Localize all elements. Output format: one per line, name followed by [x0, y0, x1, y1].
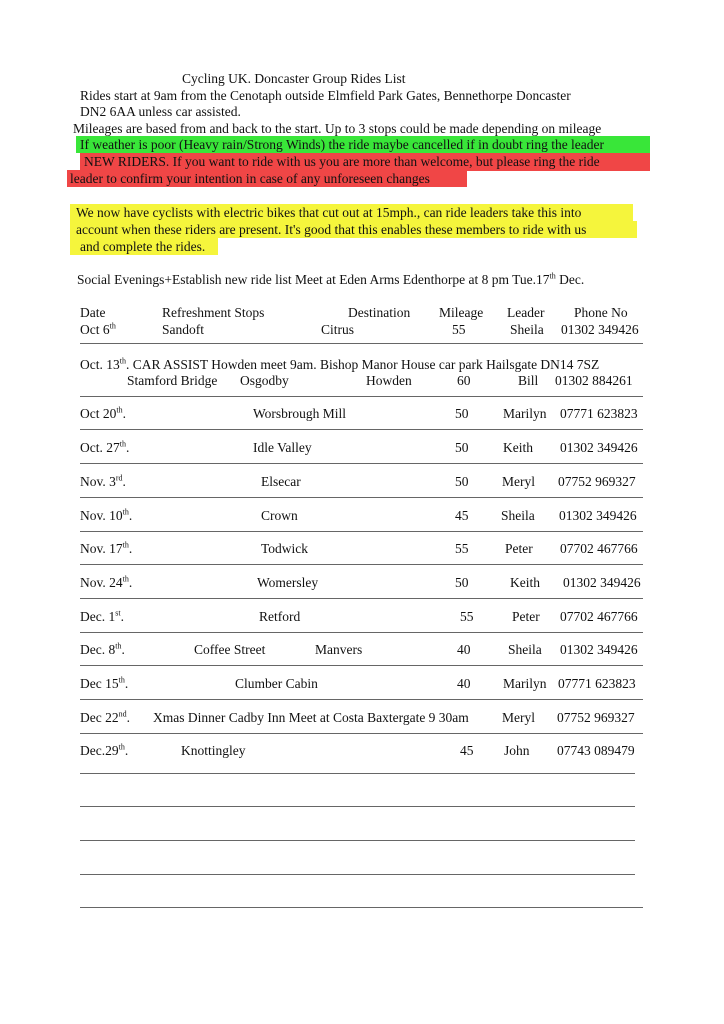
row-phone: 07752 969327: [558, 474, 636, 489]
row-phone: 01302 349426: [560, 642, 638, 657]
blank-line: [80, 773, 635, 774]
row-refreshment-stop: Sandoft: [162, 322, 204, 337]
row-mileage: 40: [457, 676, 471, 691]
document-title: Cycling UK. Doncaster Group Rides List: [182, 71, 406, 86]
row-leader: Sheila: [510, 322, 544, 337]
row-divider: [80, 429, 643, 430]
row-mileage: 50: [455, 474, 469, 489]
row-destination: Xmas Dinner Cadby Inn Meet at Costa Baxtergate 9 30am: [153, 710, 469, 725]
row-divider: [80, 343, 643, 344]
car-assist-note: Oct. 13th. CAR ASSIST Howden meet 9am. Bishop Manor House car park Hailsgate DN14 7SZ: [80, 356, 600, 372]
row-divider: [80, 598, 643, 599]
row-destination: Womersley: [257, 575, 319, 590]
row-mileage: 40: [457, 642, 471, 657]
row-divider: [80, 396, 643, 397]
mileage-note: Mileages are based from and back to the start. Up to 3 stops could be made depending on mileage: [73, 121, 602, 136]
row-leader: Marilyn: [503, 676, 547, 691]
row-divider: [80, 699, 643, 700]
blank-line: [80, 874, 635, 875]
row-destination: Elsecar: [261, 474, 301, 489]
row-divider: [80, 531, 643, 532]
row-destination: Todwick: [261, 541, 309, 556]
row-date: Oct. 27th.: [80, 439, 130, 455]
row-mileage: 50: [455, 406, 469, 421]
row-phone: 07702 467766: [560, 609, 638, 624]
row-destination: Retford: [259, 609, 301, 624]
row-leader: John: [504, 743, 530, 758]
row-date: Nov. 17th.: [80, 540, 133, 556]
row-divider: [80, 497, 643, 498]
ebike-line-3: and complete the rides.: [80, 239, 206, 254]
row-leader: Bill: [518, 373, 539, 388]
row-phone: 07771 623823: [560, 406, 638, 421]
row-mileage: 50: [455, 575, 469, 590]
row-destination: Worsbrough Mill: [253, 406, 347, 421]
row-refreshment-stop: Knottingley: [181, 743, 246, 758]
row-refreshment-stop: Coffee Street: [194, 642, 266, 657]
new-riders-line-1: NEW RIDERS. If you want to ride with us you are more than welcome, but please ring the ride: [84, 154, 600, 169]
header-refreshment-stops: Refreshment Stops: [162, 305, 265, 320]
row-phone: 07743 089479: [557, 743, 635, 758]
new-riders-line-2: leader to confirm your intention in case of any unforeseen changes: [70, 171, 430, 186]
row-date: Nov. 24th.: [80, 574, 133, 590]
row-date: Dec 22nd.: [80, 709, 130, 725]
row-mileage: 45: [460, 743, 474, 758]
row-leader: Meryl: [502, 474, 535, 489]
start-location-line-1: Rides start at 9am from the Cenotaph outside Elmfield Park Gates, Bennethorpe Doncaster: [80, 88, 571, 103]
header-mileage: Mileage: [439, 305, 484, 320]
row-leader: Peter: [512, 609, 540, 624]
row-phone: 07702 467766: [560, 541, 638, 556]
blank-line: [80, 907, 643, 908]
row-divider: [80, 463, 643, 464]
row-mileage: 55: [452, 322, 466, 337]
row-date: Oct 20th.: [80, 405, 126, 421]
row-date: Nov. 10th.: [80, 507, 133, 523]
row-destination: Clumber Cabin: [235, 676, 318, 691]
header-destination: Destination: [348, 305, 411, 320]
row-destination: Crown: [261, 508, 298, 523]
row-phone: 01302 349426: [561, 322, 639, 337]
row-date: Dec.29th.: [80, 742, 129, 758]
row-mileage: 55: [460, 609, 474, 624]
weather-note: If weather is poor (Heavy rain/Strong Winds) the ride maybe cancelled if in doubt ring the leader: [80, 137, 605, 152]
row-leader: Sheila: [508, 642, 542, 657]
row-leader: Keith: [510, 575, 540, 590]
row-refreshment-stop: Stamford Bridge: [127, 373, 218, 388]
row-mileage: 55: [455, 541, 469, 556]
row-destination: Idle Valley: [253, 440, 312, 455]
social-evenings-note: Social Evenings+Establish new ride list Meet at Eden Arms Edenthorpe at 8 pm Tue.17th Dec.: [77, 271, 585, 287]
blank-line: [80, 806, 635, 807]
row-phone: 07771 623823: [558, 676, 636, 691]
start-location-line-2: DN2 6AA unless car assisted.: [80, 104, 241, 119]
row-date: Oct 6th: [80, 321, 116, 337]
row-divider: [80, 733, 643, 734]
row-date: Nov. 3rd.: [80, 473, 126, 489]
row-date: Dec 15th.: [80, 675, 129, 691]
row-phone: 01302 884261: [555, 373, 633, 388]
row-leader: Meryl: [502, 710, 535, 725]
row-divider: [80, 665, 643, 666]
row-phone: 01302 349426: [560, 440, 638, 455]
row-mileage: 45: [455, 508, 469, 523]
row-leader: Sheila: [501, 508, 535, 523]
header-leader: Leader: [507, 305, 545, 320]
blank-line: [80, 840, 635, 841]
row-leader: Peter: [505, 541, 533, 556]
row-mileage: 50: [455, 440, 469, 455]
row-phone: 01302 349426: [563, 575, 641, 590]
row-divider: [80, 632, 643, 633]
row-mileage: 60: [457, 373, 471, 388]
ebike-line-1: We now have cyclists with electric bikes that cut out at 15mph., can ride leaders take this into: [76, 205, 582, 220]
row-leader: Marilyn: [503, 406, 547, 421]
row-leader: Keith: [503, 440, 533, 455]
row-phone: 07752 969327: [557, 710, 635, 725]
row-phone: 01302 349426: [559, 508, 637, 523]
row-refreshment-stop-2: Osgodby: [240, 373, 289, 388]
row-date: Dec. 8th.: [80, 641, 125, 657]
ebike-line-2: account when these riders are present. It's good that this enables these members to ride with us: [76, 222, 587, 237]
row-date: Dec. 1st.: [80, 608, 124, 624]
row-destination: Citrus: [321, 322, 355, 337]
row-destination: Manvers: [315, 642, 363, 657]
row-destination: Howden: [366, 373, 412, 388]
row-divider: [80, 564, 643, 565]
header-date: Date: [80, 305, 106, 320]
header-phone: Phone No: [574, 305, 628, 320]
